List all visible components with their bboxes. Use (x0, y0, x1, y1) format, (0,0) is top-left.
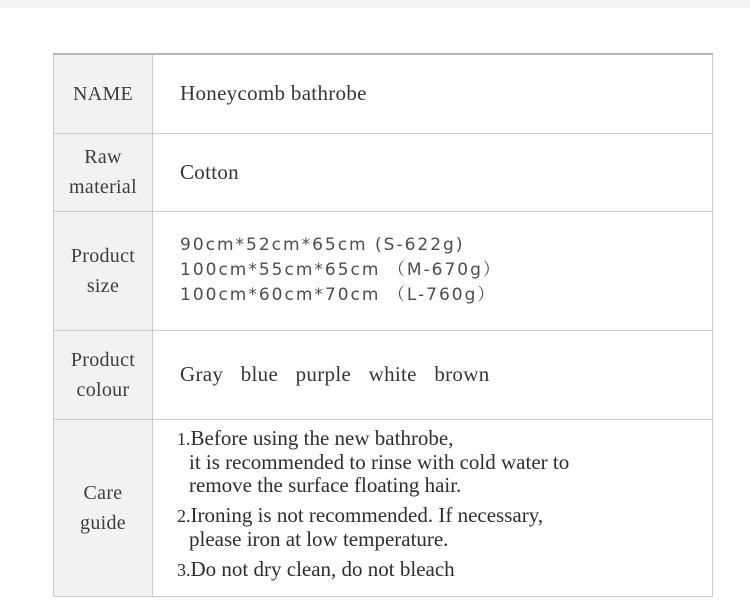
size-line-s: 90cm*52cm*65cm (S-622g) (180, 235, 465, 255)
table-row-product-colour (54, 330, 713, 419)
care-item-1-line-3: remove the surface floating hair. (189, 472, 462, 497)
row-value-care-guide (153, 419, 713, 596)
care-item-3-text: Do not dry clean, do not bleach (190, 556, 455, 581)
size-line-m: 100cm*55cm*65cm （M-670g） (180, 260, 502, 280)
row-value-raw-material: Cotton (153, 133, 713, 211)
table-row-name (54, 54, 713, 133)
care-item-3-number: 3. (177, 559, 191, 580)
care-item-2-text: Ironing is not recommended. If necessary, (190, 502, 544, 527)
care-item-1-text: Before using the new bathrobe, (190, 425, 454, 450)
row-label-care-guide: Care guide (54, 419, 153, 596)
care-item-2-line-1 (177, 504, 704, 528)
size-line-l: 100cm*60cm*70cm （L-760g） (180, 285, 497, 305)
care-item-3 (177, 558, 704, 582)
table-row-care-guide (54, 419, 713, 596)
row-value-product-colour: Gray blue purple white brown (153, 330, 713, 419)
row-label-product-colour: Product colour (54, 330, 153, 419)
row-label-raw-material: Raw material (54, 133, 153, 211)
care-item-2-number: 2. (177, 505, 191, 526)
care-item-2-line-2: please iron at low temperature. (189, 526, 449, 551)
product-spec-table (53, 53, 713, 597)
care-item-1-line-1 (177, 427, 704, 451)
row-value-product-size (153, 211, 713, 330)
care-item-1-number: 1. (177, 428, 191, 449)
care-item-1-line-2: it is recommended to rinse with cold water to (189, 449, 570, 474)
table-row-product-size (54, 211, 713, 330)
care-item-1 (177, 427, 704, 497)
care-item-3-line-1 (177, 558, 704, 582)
row-value-name: Honeycomb bathrobe (153, 54, 713, 133)
row-label-name: NAME (54, 54, 153, 133)
care-item-2 (177, 504, 704, 551)
top-divider (0, 0, 750, 8)
row-label-product-size: Product size (54, 211, 153, 330)
table-row-raw-material (54, 133, 713, 211)
